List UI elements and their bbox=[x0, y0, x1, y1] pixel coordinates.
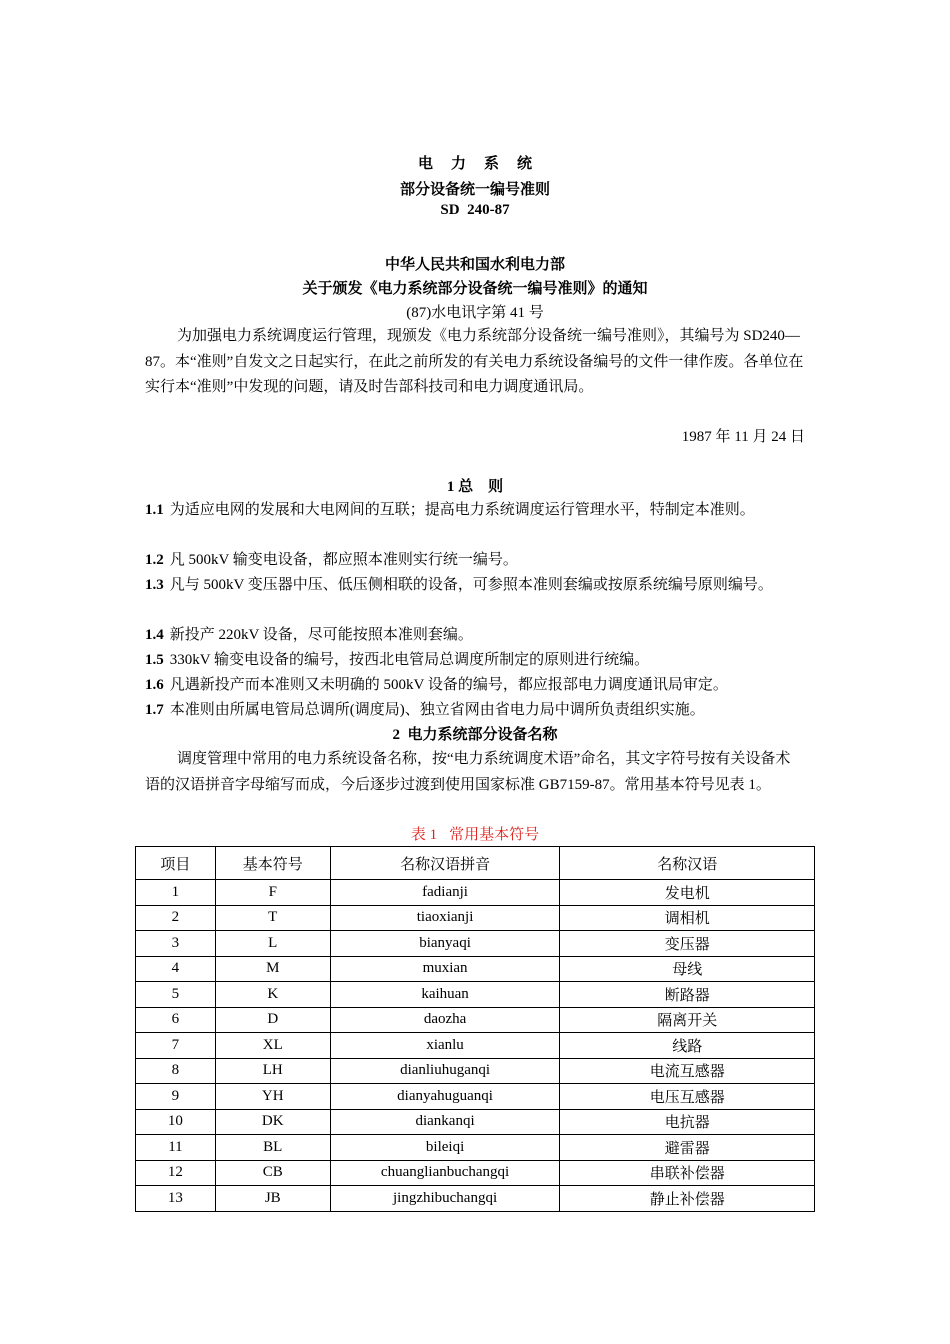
notice-date: 1987 年 11 月 24 日 bbox=[681, 429, 805, 445]
item-number: 1.6 bbox=[145, 677, 164, 693]
header-cell: 名称汉语 bbox=[560, 847, 815, 880]
table-cell: 电抗器 bbox=[560, 1109, 815, 1135]
list-item bbox=[145, 498, 810, 523]
table-cell: 4 bbox=[136, 956, 216, 982]
item-text: 凡遇新投产而本准则又未明确的 500kV 设备的编号，都应报部电力调度通讯局审定。 bbox=[169, 677, 728, 693]
table-cell: 9 bbox=[136, 1084, 216, 1110]
item-number: 1.4 bbox=[145, 627, 164, 643]
doc-title bbox=[0, 152, 950, 173]
table-cell: muxian bbox=[330, 956, 560, 982]
table-cell: 1 bbox=[136, 880, 216, 906]
table-cell: 调相机 bbox=[560, 905, 815, 931]
table-cell: 隔离开关 bbox=[560, 1007, 815, 1033]
table-cell: bileiqi bbox=[330, 1135, 560, 1161]
header-cell: 基本符号 bbox=[215, 847, 330, 880]
title-char: 系 bbox=[484, 156, 500, 172]
table-cell: 3 bbox=[136, 931, 216, 957]
section2-body: 调度管理中常用的电力系统设备名称，按“电力系统调度术语”命名，其文字符号按有关设备术语的汉语拼音字母缩写而成，今后逐步过渡到使用国家标准 GB7159-87。常用基本符号见表 1。 bbox=[145, 751, 791, 793]
table-cell: T bbox=[215, 905, 330, 931]
table-cell: YH bbox=[215, 1084, 330, 1110]
symbols-table bbox=[135, 846, 815, 1212]
item-text: 新投产 220kV 设备，尽可能按照本准则套编。 bbox=[169, 627, 473, 643]
table-cell: XL bbox=[215, 1033, 330, 1059]
table-cell: 8 bbox=[136, 1058, 216, 1084]
table-cell: 线路 bbox=[560, 1033, 815, 1059]
item-text: 为适应电网的发展和大电网间的互联；提高电力系统调度运行管理水平，特制定本准则。 bbox=[169, 502, 755, 518]
title-char: 电 bbox=[417, 156, 433, 172]
item-number: 1.1 bbox=[145, 502, 164, 518]
table-row bbox=[136, 1135, 815, 1161]
list-item bbox=[145, 648, 810, 673]
notice-issuer: 中华人民共和国水利电力部 bbox=[384, 257, 565, 273]
table-cell: 2 bbox=[136, 905, 216, 931]
table-row bbox=[136, 880, 815, 906]
item-number: 1.7 bbox=[145, 702, 164, 718]
table-cell: 6 bbox=[136, 1007, 216, 1033]
header-cell: 项目 bbox=[136, 847, 216, 880]
item-number: 1.5 bbox=[145, 652, 164, 668]
table-cell: 电压互感器 bbox=[560, 1084, 815, 1110]
table-cell: BL bbox=[215, 1135, 330, 1161]
list-item bbox=[145, 623, 810, 648]
table-row bbox=[136, 1058, 815, 1084]
title-char: 力 bbox=[450, 156, 466, 172]
table-cell: daozha bbox=[330, 1007, 560, 1033]
table-cell: 电流互感器 bbox=[560, 1058, 815, 1084]
table-cell: fadianji bbox=[330, 880, 560, 906]
table-cell: JB bbox=[215, 1186, 330, 1212]
table-cell: bianyaqi bbox=[330, 931, 560, 957]
table-cell: CB bbox=[215, 1160, 330, 1186]
header-cell: 名称汉语拼音 bbox=[330, 847, 560, 880]
table-row bbox=[136, 1007, 815, 1033]
table-cell: 母线 bbox=[560, 956, 815, 982]
table-cell: kaihuan bbox=[330, 982, 560, 1008]
notice-body: 为加强电力系统调度运行管理，现颁发《电力系统部分设备统一编号准则》，其编号为 SD240—87。本“准则”自发文之日起实行，在此之前所发的有关电力系统设备编号的文件一律作废。各单位在实行本“准则”中发现的问题，请及时告部科技司和电力调度通讯局。 bbox=[145, 328, 804, 395]
item-text: 330kV 输变电设备的编号，按西北电管局总调度所制定的原则进行统编。 bbox=[169, 652, 650, 668]
table-cell: chuanglianbuchangqi bbox=[330, 1160, 560, 1186]
table-row bbox=[136, 905, 815, 931]
table-cell: 7 bbox=[136, 1033, 216, 1059]
table-row bbox=[136, 1084, 815, 1110]
doc-subtitle: 部分设备统一编号准则 bbox=[399, 182, 550, 198]
list-item bbox=[145, 573, 810, 598]
table-cell: xianlu bbox=[330, 1033, 560, 1059]
section1-heading: 1 总 则 bbox=[446, 479, 504, 495]
table-body bbox=[136, 880, 815, 1212]
item-number: 1.3 bbox=[145, 577, 164, 593]
table-cell: 11 bbox=[136, 1135, 216, 1161]
table-cell: 断路器 bbox=[560, 982, 815, 1008]
table-cell: 静止补偿器 bbox=[560, 1186, 815, 1212]
table-cell: tiaoxianji bbox=[330, 905, 560, 931]
doc-code: SD 240-87 bbox=[440, 202, 510, 218]
list-item bbox=[145, 548, 810, 573]
table-cell: 变压器 bbox=[560, 931, 815, 957]
table-cell: 串联补偿器 bbox=[560, 1160, 815, 1186]
table-row bbox=[136, 982, 815, 1008]
table-caption-number: 表 1 bbox=[410, 827, 438, 843]
table-cell: M bbox=[215, 956, 330, 982]
title-char: 统 bbox=[517, 156, 533, 172]
notice-title: 关于颁发《电力系统部分设备统一编号准则》的通知 bbox=[302, 281, 648, 297]
table-row bbox=[136, 1160, 815, 1186]
table-cell: 12 bbox=[136, 1160, 216, 1186]
table-header-row bbox=[136, 847, 815, 880]
table-cell: 10 bbox=[136, 1109, 216, 1135]
table-caption-title: 常用基本符号 bbox=[449, 827, 540, 843]
table-row bbox=[136, 1109, 815, 1135]
table-row bbox=[136, 1186, 815, 1212]
table-row bbox=[136, 931, 815, 957]
table-cell: LH bbox=[215, 1058, 330, 1084]
table-cell: DK bbox=[215, 1109, 330, 1135]
table-cell: L bbox=[215, 931, 330, 957]
list-item bbox=[145, 698, 810, 723]
notice-doc-number: (87)水电讯字第 41 号 bbox=[406, 305, 544, 321]
item-text: 本准则由所属电管局总调所(调度局)、独立省网由省电力局中调所负责组织实施。 bbox=[169, 702, 705, 718]
list-item bbox=[145, 673, 810, 698]
table-row bbox=[136, 1033, 815, 1059]
section2-heading: 2 电力系统部分设备名称 bbox=[392, 727, 558, 743]
table-cell: diankanqi bbox=[330, 1109, 560, 1135]
item-number: 1.2 bbox=[145, 552, 164, 568]
item-text: 凡与 500kV 变压器中压、低压侧相联的设备，可参照本准则套编或按原系统编号原则编号。 bbox=[169, 577, 773, 593]
table-caption bbox=[0, 823, 950, 844]
table-cell: dianyahuguanqi bbox=[330, 1084, 560, 1110]
table-cell: 5 bbox=[136, 982, 216, 1008]
table-row bbox=[136, 956, 815, 982]
table-cell: D bbox=[215, 1007, 330, 1033]
table-cell: K bbox=[215, 982, 330, 1008]
item-text: 凡 500kV 输变电设备，都应照本准则实行统一编号。 bbox=[169, 552, 518, 568]
table-cell: F bbox=[215, 880, 330, 906]
table-cell: jingzhibuchangqi bbox=[330, 1186, 560, 1212]
table-cell: 避雷器 bbox=[560, 1135, 815, 1161]
table-cell: 发电机 bbox=[560, 880, 815, 906]
table-cell: 13 bbox=[136, 1186, 216, 1212]
table-cell: dianliuhuganqi bbox=[330, 1058, 560, 1084]
